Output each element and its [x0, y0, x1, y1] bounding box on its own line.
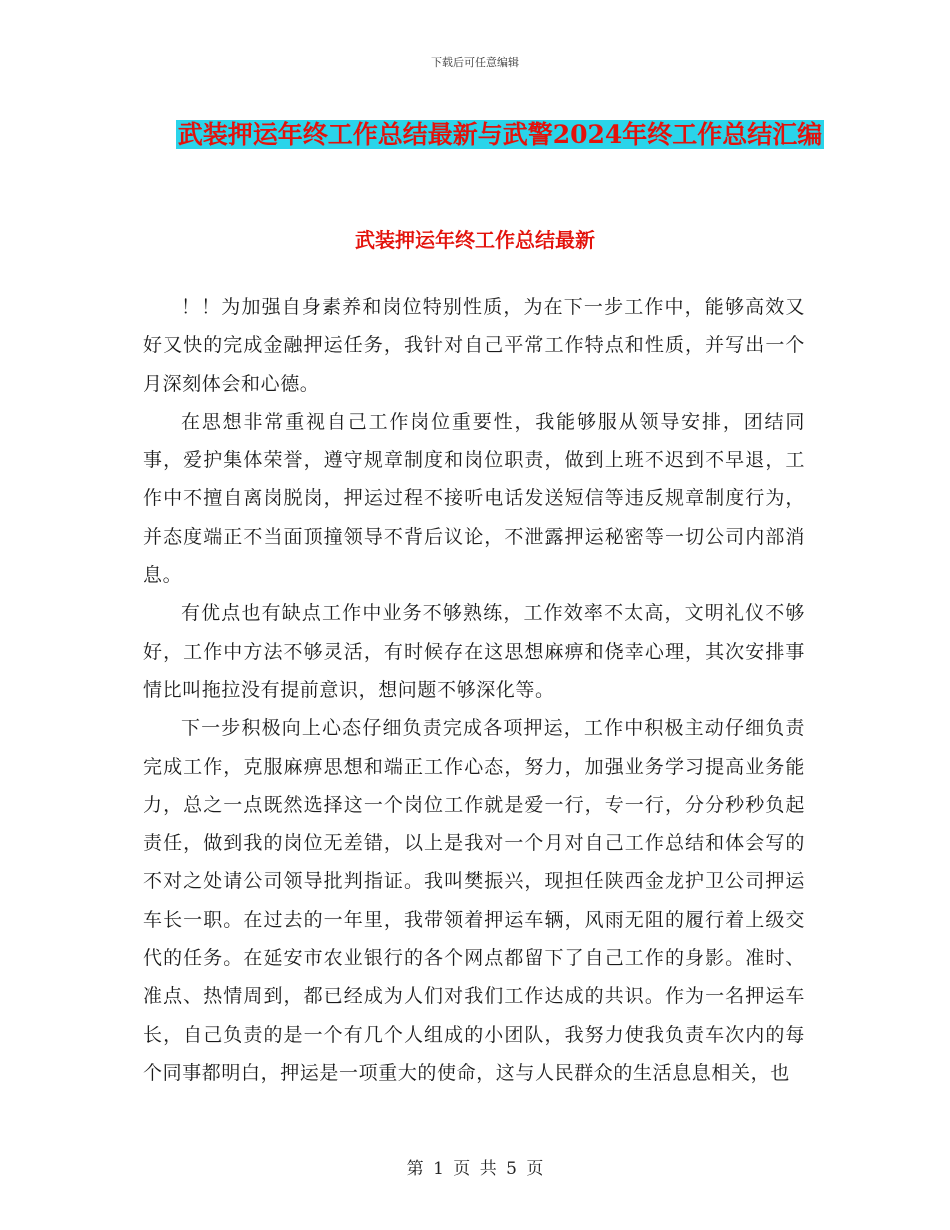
body-paragraph-4: 下一步积极向上心态仔细负责完成各项押运，工作中积极主动仔细负责完成工作，克服麻痹思想和端正工作心态，努力，加强业务学习提高业务能力，总之一点既然选择这一个岗位工作就是爱一行，专一行，分分秒秒负起责任，做到我的岗位无差错，以上是我对一个月对自己工作总结和体会写的不对之处请公司领导批判指证。我叫樊振兴，现担任陕西金龙护卫公司押运车长一职。在过去的一年里，我带领着押运车辆，风雨无阻的履行着上级交代的任务。在延安市农业银行的各个网点都留下了自己工作的身影。准时、准点、热情周到，都已经成为人们对我们工作达成的共识。作为一名押运车长，自己负责的是一个有几个人组成的小团队，我努力使我负责车次内的每个同事都明白，押运是一项重大的使命，这与人民群众的生活息息相关，也 — [143, 717, 805, 1084]
section-title: 武装押运年终工作总结最新 — [355, 228, 595, 252]
document-title — [140, 113, 860, 157]
body-paragraph-2: 在思想非常重视自己工作岗位重要性，我能够服从领导安排，团结同事，爱护集体荣誉，遵守规章制度和岗位职责，做到上班不迟到不早退，工作中不擅自离岗脱岗，押运过程不接听电话发送短信等违反规章制度行为，并态度端正不当面顶撞领导不背后议论，不泄露押运秘密等一切公司内部消息。 — [143, 410, 805, 587]
body-paragraph-3: 有优点也有缺点工作中业务不够熟练，工作效率不太高，文明礼仪不够好，工作中方法不够灵活，有时候存在这思想麻痹和侥幸心理，其次安排事情比叫拖拉没有提前意识，想问题不够深化等。 — [143, 602, 805, 701]
document-body — [143, 288, 805, 1092]
document-title-text: 武装押运年终工作总结最新与武警2024年终工作总结汇编 — [177, 120, 823, 149]
header-note: 下载后可任意编辑 — [431, 56, 519, 69]
body-paragraph-1: ！！为加强自身素养和岗位特别性质，为在下一步工作中，能够高效又好又快的完成金融押运任务，我针对自己平常工作特点和性质，并写出一个月深刻体会和心德。 — [143, 296, 805, 395]
page-footer: 第 1 页 共 5 页 — [406, 1159, 544, 1179]
